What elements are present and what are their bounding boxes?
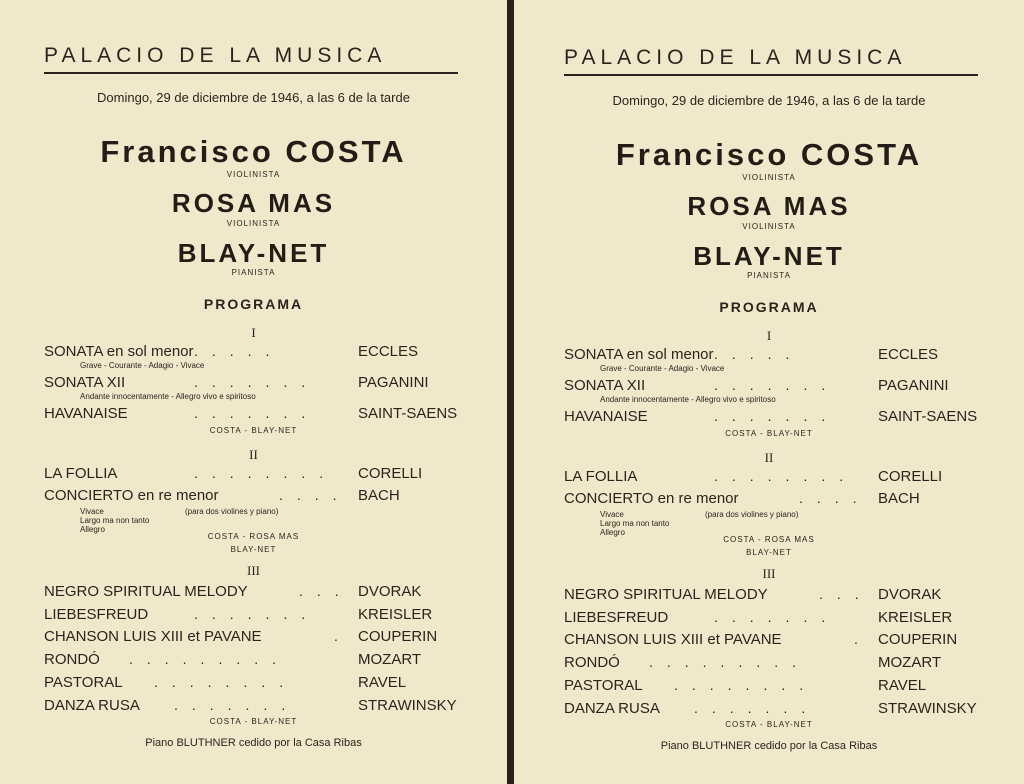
composer-name: MOZART <box>878 654 942 671</box>
performers-line: BLAY-NET <box>746 548 792 557</box>
work-title: CONCIERTO en re menor <box>44 487 219 504</box>
composer-name: MOZART <box>358 651 422 668</box>
dot-leader: . <box>854 631 872 647</box>
composer-name: CORELLI <box>358 465 423 482</box>
composer-name: KREISLER <box>358 606 433 623</box>
movements-note: Andante innocentamente - Allegro vivo e spiritoso <box>80 392 256 401</box>
performers-line: COSTA - BLAY-NET <box>209 717 298 726</box>
program-item <box>564 346 984 364</box>
dot-leader: ....... <box>694 700 820 716</box>
movements-note: Grave - Courante - Adagio - Vivace <box>600 364 725 373</box>
composer-name: RAVEL <box>878 677 927 694</box>
instrumentation-note: (para dos violines y piano) <box>185 507 279 516</box>
performers-line: COSTA - BLAY-NET <box>725 720 813 729</box>
composer-name: SAINT-SAENS <box>358 405 458 422</box>
program-item <box>44 606 464 624</box>
artist-name: Francisco COSTA <box>615 137 923 172</box>
part-numeral: II <box>249 447 258 462</box>
composer-name: CORELLI <box>878 468 943 485</box>
work-title: SONATA XII <box>44 374 126 391</box>
dot-leader: ....... <box>714 408 840 424</box>
piano-credit: Piano BLUTHNER cedido por la Casa Ribas <box>145 737 362 749</box>
program-item <box>44 674 464 692</box>
composer-name: RAVEL <box>358 674 407 691</box>
artist-name: ROSA MAS <box>687 191 851 221</box>
program-item <box>44 405 464 423</box>
composer-name: ECCLES <box>358 343 419 360</box>
performers-line: COSTA - ROSA MAS <box>723 535 815 544</box>
part-numeral: I <box>251 325 256 340</box>
program-item <box>44 343 464 361</box>
composer-name: SAINT-SAENS <box>878 408 978 425</box>
work-title: DANZA RUSA <box>564 700 660 717</box>
program-item <box>564 586 984 604</box>
work-title: HAVANAISE <box>564 408 648 425</box>
dot-leader: ... <box>299 583 353 599</box>
program-item <box>564 490 984 508</box>
artist-role: PIANISTA <box>747 271 791 280</box>
composer-name: COUPERIN <box>878 631 958 648</box>
program-item <box>564 677 984 695</box>
dot-leader: .... <box>279 487 351 503</box>
work-title: HAVANAISE <box>44 405 128 422</box>
concert-date: Domingo, 29 de diciembre de 1946, a las 6 de la tarde <box>97 90 410 105</box>
movement-name: Vivace <box>600 510 624 519</box>
dot-leader: ... <box>819 586 873 602</box>
program-heading: PROGRAMA <box>719 299 819 315</box>
work-title: PASTORAL <box>44 674 123 691</box>
part-numeral: III <box>247 563 260 578</box>
artist-name: BLAY-NET <box>693 241 845 271</box>
work-title: CONCIERTO en re menor <box>564 490 739 507</box>
artist-role: PIANISTA <box>231 268 276 277</box>
dot-leader: ........ <box>154 674 298 690</box>
work-title: LA FOLLIA <box>564 468 638 485</box>
work-title: LIEBESFREUD <box>44 606 149 623</box>
work-title: CHANSON LUIS XIII et PAVANE <box>564 631 782 648</box>
work-title: SONATA en sol menor <box>44 343 194 360</box>
part-numeral: II <box>764 450 774 465</box>
composer-name: BACH <box>878 490 920 507</box>
work-title: RONDÓ <box>564 654 620 671</box>
program-item <box>564 609 984 627</box>
performers-line: COSTA - ROSA MAS <box>207 532 300 541</box>
composer-name: STRAWINSKY <box>878 700 977 717</box>
movement-name: Allegro <box>80 525 105 534</box>
program-item <box>564 700 984 718</box>
dot-leader: ....... <box>194 405 320 421</box>
composer-name: BACH <box>358 487 400 504</box>
program-item <box>564 408 984 426</box>
dot-leader: ......... <box>129 651 291 667</box>
artist-name: BLAY-NET <box>177 238 330 268</box>
instrumentation-note: (para dos violines y piano) <box>705 510 799 519</box>
artist-role: VIOLINISTA <box>742 222 796 231</box>
program-item <box>564 654 984 672</box>
program-item <box>44 465 464 483</box>
concert-date: Domingo, 29 de diciembre de 1946, a las 6 de la tarde <box>612 93 926 108</box>
movements-note: Grave - Courante - Adagio - Vivace <box>80 361 205 370</box>
dot-leader: ....... <box>194 374 320 390</box>
work-title: SONATA XII <box>564 377 646 394</box>
dot-leader: ....... <box>714 377 840 393</box>
artist-role: VIOLINISTA <box>226 219 281 228</box>
work-title: RONDÓ <box>44 651 100 668</box>
work-title: DANZA RUSA <box>44 697 140 714</box>
performers-line: COSTA - BLAY-NET <box>209 426 298 435</box>
dot-leader: .... <box>799 490 871 506</box>
dot-leader: ......... <box>649 654 811 670</box>
performers-line: BLAY-NET <box>230 545 277 554</box>
venue-title: PALACIO DE LA MUSICA <box>44 44 458 74</box>
dot-leader: ........ <box>194 465 338 481</box>
dot-leader: ........ <box>714 468 858 484</box>
dot-leader: ........ <box>674 677 818 693</box>
work-title: SONATA en sol menor <box>564 346 714 363</box>
movements-note: Andante innocentamente - Allegro vivo e spiritoso <box>600 395 776 404</box>
composer-name: PAGANINI <box>878 377 949 394</box>
work-title: PASTORAL <box>564 677 643 694</box>
artist-role: VIOLINISTA <box>226 170 281 179</box>
artist-name: Francisco COSTA <box>100 134 407 169</box>
composer-name: STRAWINSKY <box>358 697 457 714</box>
piano-credit: Piano BLUTHNER cedido por la Casa Ribas <box>660 740 878 752</box>
program-item <box>564 377 984 395</box>
program-item <box>564 631 984 649</box>
program-heading: PROGRAMA <box>203 296 304 312</box>
work-title: LA FOLLIA <box>44 465 118 482</box>
movement-name: Allegro <box>600 528 625 537</box>
program-item <box>564 468 984 486</box>
composer-name: COUPERIN <box>358 628 438 645</box>
composer-name: DVORAK <box>878 586 942 603</box>
work-title: NEGRO SPIRITUAL MELODY <box>564 586 768 603</box>
program-item <box>44 583 464 601</box>
movement-name: Largo ma non tanto <box>600 519 670 528</box>
venue-title: PALACIO DE LA MUSICA <box>564 46 978 76</box>
dot-leader: ....... <box>194 606 320 622</box>
program-item <box>44 487 464 505</box>
artist-role: VIOLINISTA <box>742 173 796 182</box>
composer-name: DVORAK <box>358 583 422 600</box>
dot-leader: ..... <box>194 343 284 359</box>
part-numeral: III <box>762 566 776 581</box>
dot-leader: ....... <box>714 609 840 625</box>
dot-leader: . <box>334 628 352 644</box>
work-title: CHANSON LUIS XIII et PAVANE <box>44 628 262 645</box>
program-item <box>44 697 464 715</box>
program-sheet-left <box>0 0 507 784</box>
program-item <box>44 628 464 646</box>
dot-leader: ....... <box>174 697 300 713</box>
movement-name: Vivace <box>80 507 104 516</box>
program-sheet-right <box>514 0 1024 784</box>
performers-line: COSTA - BLAY-NET <box>725 429 813 438</box>
part-numeral: I <box>766 328 772 343</box>
work-title: LIEBESFREUD <box>564 609 669 626</box>
movement-name: Largo ma non tanto <box>80 516 150 525</box>
composer-name: ECCLES <box>878 346 939 363</box>
composer-name: PAGANINI <box>358 374 429 391</box>
artist-name: ROSA MAS <box>171 188 336 218</box>
work-title: NEGRO SPIRITUAL MELODY <box>44 583 248 600</box>
program-item <box>44 374 464 392</box>
dot-leader: ..... <box>714 346 804 362</box>
composer-name: KREISLER <box>878 609 953 626</box>
program-item <box>44 651 464 669</box>
